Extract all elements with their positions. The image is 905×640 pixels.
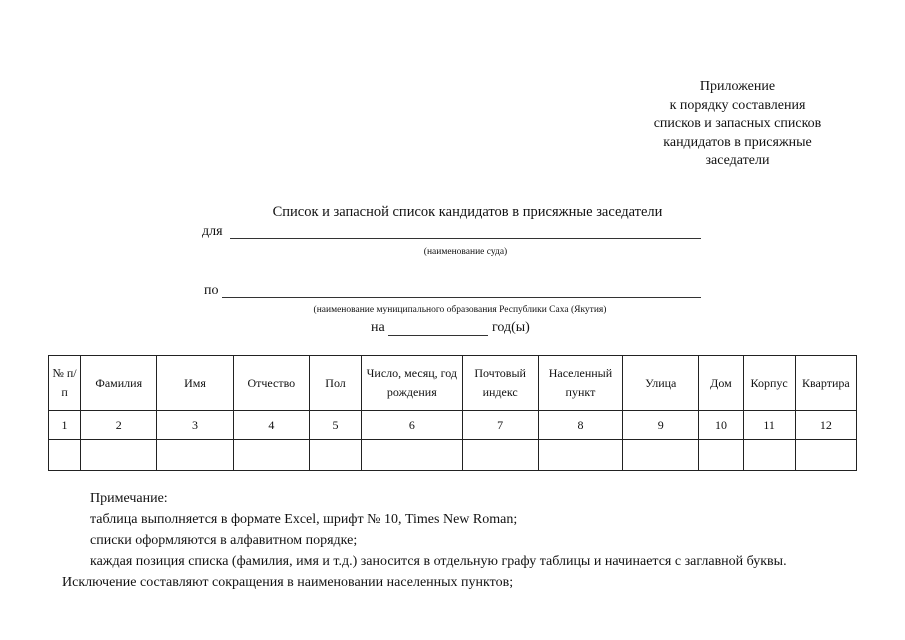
empty-cell[interactable] [81, 440, 157, 471]
header-cell: Квартира [795, 356, 856, 411]
empty-cell[interactable] [538, 440, 622, 471]
header-cell: Фамилия [81, 356, 157, 411]
header-cell: № п/п [49, 356, 81, 411]
empty-cell[interactable] [795, 440, 856, 471]
header-cell: Имя [157, 356, 233, 411]
number-cell: 8 [538, 411, 622, 440]
appendix-line: списков и запасных списков [653, 116, 822, 131]
appendix-line: Приложение [699, 79, 776, 94]
number-cell: 10 [699, 411, 743, 440]
municipality-prefix: по [204, 283, 219, 298]
number-cell: 9 [623, 411, 699, 440]
appendix-line: к порядку составления [669, 97, 806, 113]
notes-heading: Примечание: [90, 491, 168, 506]
court-prefix: для [202, 224, 223, 239]
appendix-line: кандидатов в присяжные [663, 134, 812, 150]
year-suffix: год(ы) [492, 320, 530, 335]
empty-cell[interactable] [462, 440, 538, 471]
empty-cell[interactable] [623, 440, 699, 471]
number-cell: 2 [81, 411, 157, 440]
note-item: списки оформляются в алфавитном порядке; [90, 533, 358, 548]
municipality-fill-line[interactable] [222, 297, 701, 298]
year-fill-line[interactable] [388, 335, 488, 336]
number-cell: 12 [795, 411, 856, 440]
table-empty-row [49, 440, 857, 471]
note-continuation: Исключение составляют сокращения в наименовании населенных пунктов; [62, 575, 514, 590]
empty-cell[interactable] [233, 440, 309, 471]
table-number-row [49, 411, 857, 440]
court-fill-line[interactable] [230, 238, 701, 239]
number-cell: 1 [49, 411, 81, 440]
header-cell: Число, месяц, год рождения [362, 356, 462, 411]
empty-cell[interactable] [362, 440, 462, 471]
empty-cell[interactable] [49, 440, 81, 471]
header-cell: Почтовый индекс [462, 356, 538, 411]
header-cell: Пол [309, 356, 361, 411]
header-cell: Улица [623, 356, 699, 411]
empty-cell[interactable] [699, 440, 743, 471]
number-cell: 3 [157, 411, 233, 440]
header-cell: Отчество [233, 356, 309, 411]
appendix-block [600, 78, 875, 171]
empty-cell[interactable] [157, 440, 233, 471]
number-cell: 4 [233, 411, 309, 440]
notes-block [62, 488, 892, 593]
number-cell: 5 [309, 411, 361, 440]
number-cell: 11 [743, 411, 795, 440]
table-header-row [49, 356, 857, 411]
note-item: таблица выполняется в формате Excel, шрифт № 10, Times New Roman; [90, 512, 518, 527]
note-item: каждая позиция списка (фамилия, имя и т.д.) заносится в отдельную графу таблицы и начинается с заглавной буквы. [90, 554, 787, 569]
year-prefix: на [371, 320, 385, 335]
header-cell: Корпус [743, 356, 795, 411]
number-cell: 6 [362, 411, 462, 440]
header-cell: Населенный пункт [538, 356, 622, 411]
court-caption: (наименование суда) [423, 247, 508, 257]
header-cell: Дом [699, 356, 743, 411]
municipality-caption: (наименование муниципального образования Республики Саха (Якутия) [313, 305, 607, 315]
candidates-table [48, 355, 857, 471]
empty-cell[interactable] [309, 440, 361, 471]
empty-cell[interactable] [743, 440, 795, 471]
document-title: Список и запасной список кандидатов в присяжные заседатели [272, 204, 663, 220]
number-cell: 7 [462, 411, 538, 440]
appendix-line: заседатели [705, 153, 770, 168]
